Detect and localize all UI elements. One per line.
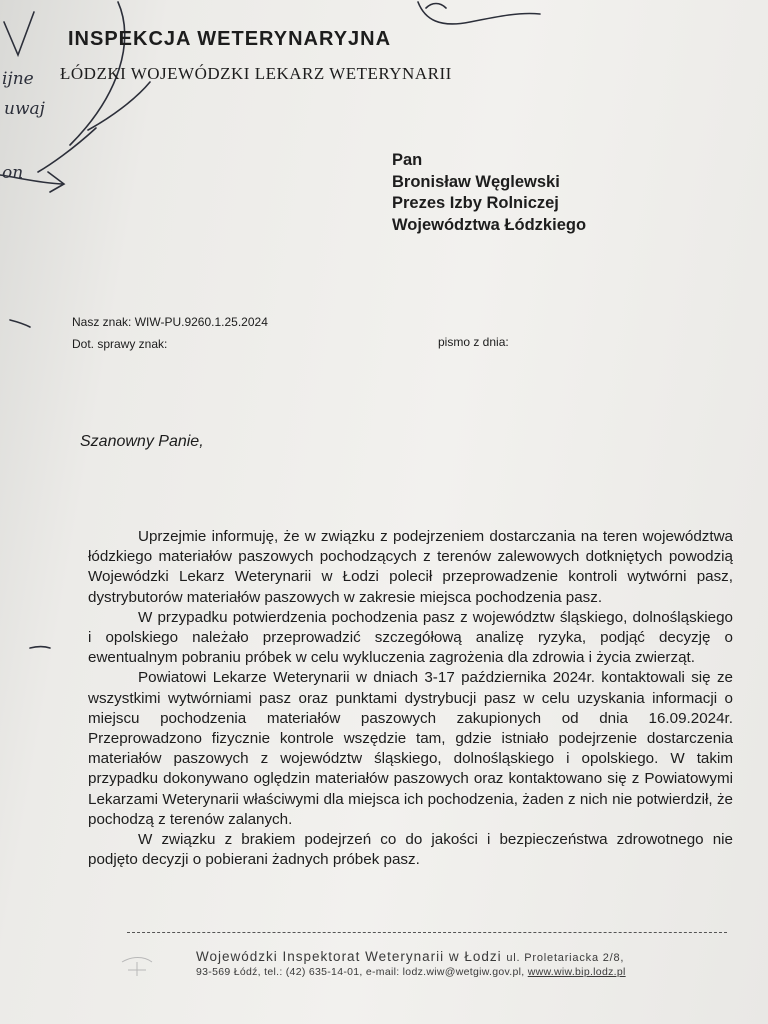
footer-website-link[interactable]: www.wiw.bip.lodz.pl [527, 966, 626, 978]
emblem-icon [122, 958, 152, 977]
pen-stroke-flourish [88, 82, 150, 130]
footer-address: ul. Proletariacka 2/8, [506, 952, 625, 964]
handwritten-note: uwaj [4, 99, 45, 119]
footer-institution: Wojewódzki Inspektorat Weterynarii w Łodzi [196, 949, 502, 964]
letter-body [88, 527, 733, 870]
pen-stroke-flourish [426, 4, 446, 9]
reference-our-sign: Nasz znak: WIW-PU.9260.1.25.2024 [72, 315, 268, 329]
official-title: ŁÓDZKI WOJEWÓDZKI LEKARZ WETERYNARII [60, 64, 452, 83]
paragraph: W przypadku potwierdzenia pochodzenia pasz z województw śląskiego, dolnośląskiego i opolskiego należało przeprowadzić szczegółową analizę ryzyka, podjąć decyzję o ewentualnym pobraniu próbek w celu wykluczenia zagrożenia dla zdrowia i życia zwierząt. [88, 608, 733, 667]
recipient-salutation: Pan [392, 151, 423, 169]
recipient-block [392, 150, 586, 236]
footer-contact-line [196, 966, 626, 978]
reference-case-sign: Dot. sprawy znak: [72, 337, 168, 351]
recipient-position: Prezes Izby Rolniczej [392, 194, 559, 212]
handwritten-note: ijne [2, 69, 34, 89]
pen-stroke-tick [10, 320, 30, 327]
footer-contact: 93-569 Łódź, tel.: (42) 635-14-01, e-mail: lodz.wiw@wetgiw.gov.pl, [196, 966, 525, 978]
organization-name: INSPEKCJA WETERYNARYJNA [68, 28, 392, 50]
recipient-name: Bronisław Węglewski [392, 172, 560, 191]
recipient-region: Województwa Łódzkiego [392, 215, 587, 234]
pen-stroke-flourish [418, 2, 540, 24]
paragraph: W związku z brakiem podejrzeń co do jakości i bezpieczeństwa zdrowotnego nie podjęto decyzji o pobierani żadnych próbek pasz. [88, 831, 733, 869]
paragraph: Powiatowi Lekarze Weterynarii w dniach 3-17 października 2024r. kontaktowali się ze wszystkimi wytwórniami pasz oraz punktami dystrybucji pasz w celu uzyskania informacji o miejscu pochodzenia materiałów paszowych zakupionych od dnia 16.09.2024r. Przeprowadzono fizycznie kontrole wszędzie tam, gdzie istniało podejrzenie dostarczenia materiałów paszowych z województw śląskiego, dolnośląskiego i opolskiego. W takim przypadku dokonywano oględzin materiałów paszowych oraz kontaktowano się z Powiatowymi Lekarzami Weterynarii właściwymi dla miejsca ich pochodzenia, żaden z nich nie potwierdził, że pochodzą z terenów zalanych. [88, 669, 733, 828]
greeting: Szanowny Panie, [80, 433, 204, 450]
pen-stroke-tick [30, 647, 50, 649]
paragraph: Uprzejmie informuję, że w związku z podejrzeniem dostarczania na teren województwa łódzkiego materiałów paszowych pochodzących z terenów zalewowych dotkniętych powodzią Wojewódzki Lekarz Weterynarii w Łodzi polecił przeprowadzenie kontroli wytwórni pasz, dystrybutorów materiałów paszowych w zakresie miejsca pochodzenia pasz. [88, 528, 733, 606]
footer-institution-line [196, 949, 624, 964]
footer-divider [127, 932, 727, 933]
handwritten-note: on [2, 163, 24, 183]
pen-stroke-checkmark [4, 12, 34, 55]
pen-stroke-arc [38, 128, 96, 172]
reference-letter-date: pismo z dnia: [438, 335, 509, 349]
